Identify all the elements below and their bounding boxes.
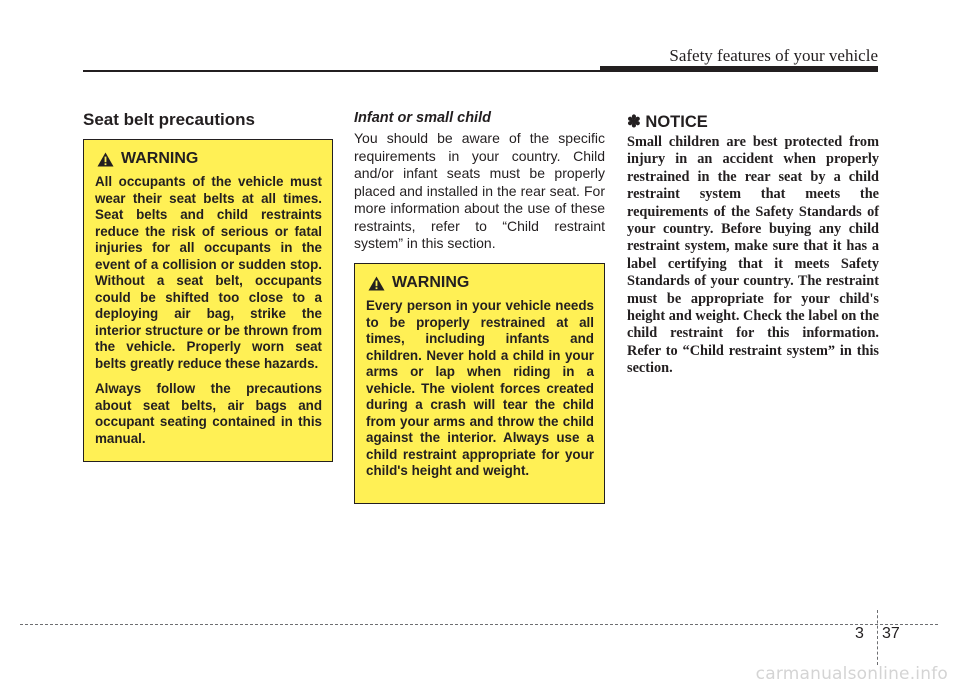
warning-label: WARNING xyxy=(392,274,470,291)
warning-paragraph: Every person in your vehicle needs to be properly restrained at all times, including infants and children. Never hold a child in your arms or lap when riding in a vehicle. The violent forces created during a crash will tear the child from your arms and throw the child against the interior. Always use a child restraint appropriate for your child's height and weight. xyxy=(366,298,594,478)
section-heading: Seat belt precautions xyxy=(83,110,255,129)
footer-rule xyxy=(20,624,938,625)
warning-label: WARNING xyxy=(121,150,199,167)
warning-box-child xyxy=(354,263,605,504)
watermark: carmanualsonline.info xyxy=(755,664,948,684)
warning-header xyxy=(366,272,594,294)
header-title: Safety features of your vehicle xyxy=(669,46,878,65)
body-paragraph: You should be aware of the specific requirements in your country. Child and/or infant seats must be properly placed and installed in the rear seat. For more information about the use of these restraints, refer to “Child restraint system” in this section. xyxy=(354,130,605,251)
notice-heading: ✽ NOTICE xyxy=(627,113,708,131)
header-rule-accent xyxy=(600,66,878,72)
subheading-infant: Infant or small child xyxy=(354,110,491,126)
warning-paragraph: All occupants of the vehicle must wear their seat belts at all times. Seat belts and child restraints reduce the risk of serious or fatal injuries for all occupants in the event of a collision or sudden stop. Without a seat belt, occupants could be shifted too close to a deploying air bag, strike the interior structure or be thrown from the vehicle. Properly worn seat belts greatly reduce these hazards. xyxy=(95,174,322,371)
warning-triangle-icon xyxy=(97,152,114,167)
notice-paragraph: Small children are best protected from injury in an accident when properly restrained in the rear seat by a child restraint system that meets the requirements of the Safety Standards of your country. Before buying any child restraint system, make sure that it has a label certifying that it meets Safety Standards of your country. The restraint must be appropriate for your child's height and weight. Check the label on the child restraint for this information. Refer to “Child restraint system” in this section. xyxy=(627,134,879,377)
warning-box-seat-belts xyxy=(83,139,333,462)
warning-paragraph: Always follow the precautions about seat belts, air bags and occupant seating contained in this manual. xyxy=(95,381,322,446)
footer-divider xyxy=(877,610,878,665)
warning-triangle-icon xyxy=(368,276,385,291)
warning-header xyxy=(95,148,322,170)
chapter-number: 3 xyxy=(855,625,864,642)
page-number: 37 xyxy=(882,625,900,642)
